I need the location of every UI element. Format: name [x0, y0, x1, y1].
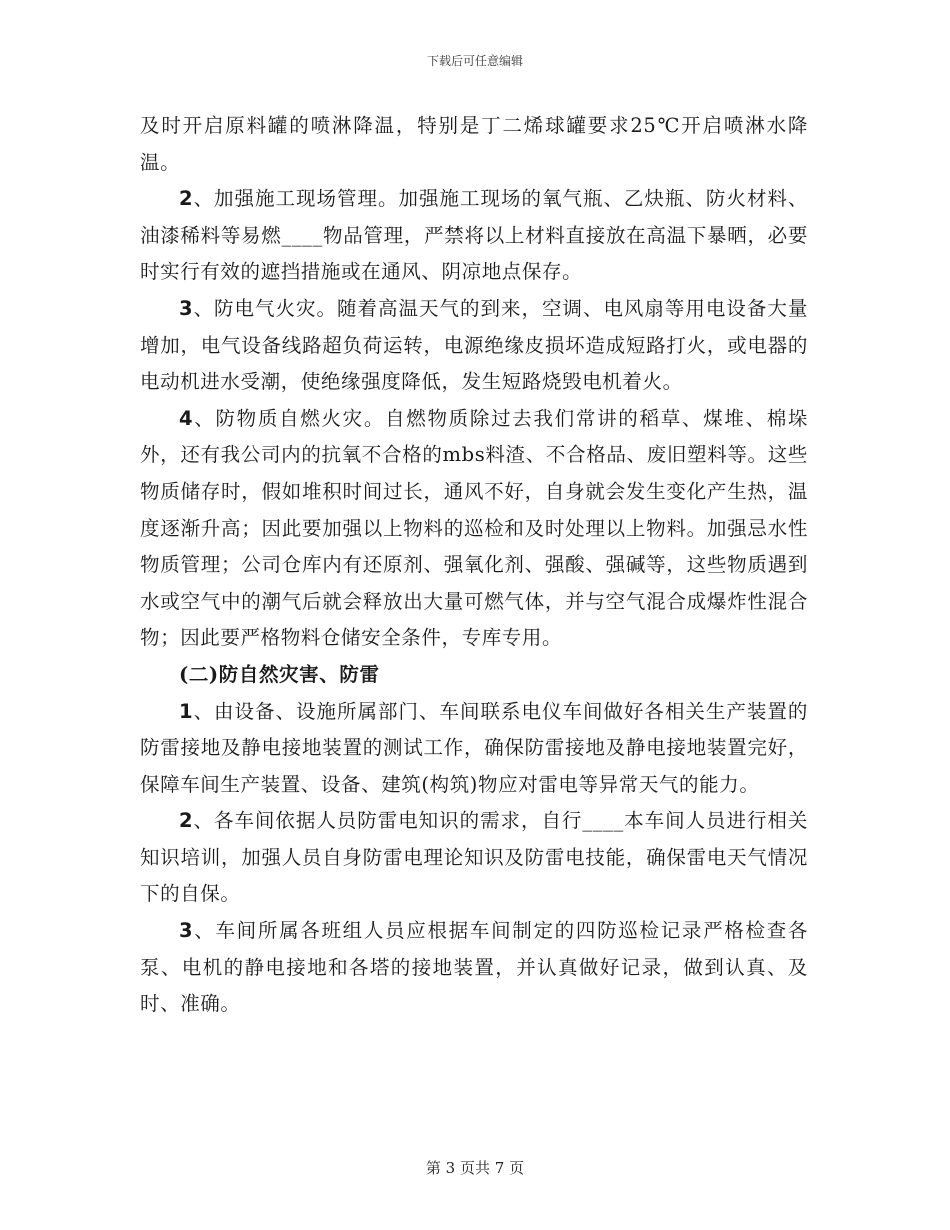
page-footer: 第 3 页共 7 页	[425, 1159, 525, 1177]
section-heading	[140, 657, 808, 694]
item-number: 2	[179, 809, 194, 833]
page-header: 下载后可任意编辑	[426, 54, 523, 68]
paragraph-item-2b	[140, 803, 808, 913]
paragraph-text: 、各车间依据人员防雷电知识的需求，自行____本车间人员进行相关知识培训，加强人员自身防雷电理论知识及防雷电技能，确保雷电天气情况下的自保。	[140, 809, 808, 906]
item-number: 1	[179, 699, 194, 723]
item-number: 2	[179, 187, 194, 211]
paragraph-item-3b	[140, 913, 808, 1023]
paragraph-text: 、车间所属各班组人员应根据车间制定的四防巡检记录严格检查各泵、电机的静电接地和各塔的接地装置，并认真做好记录，做到认真、及时、准确。	[140, 919, 808, 1016]
item-number: 3	[179, 296, 194, 320]
item-number: 3	[179, 919, 194, 943]
paragraph-text: 、由设备、设施所属部门、车间联系电仪车间做好各相关生产装置的防雷接地及静电接地装置的测试工作，确保防雷接地及静电接地装置完好，保障车间生产装置、设备、建筑(构筑)物应对雷电等异常天气的能力。	[140, 699, 808, 796]
paragraph-text: 、防物质自燃火灾。自燃物质除过去我们常讲的稻草、煤堆、棉垛外，还有我公司内的抗氧不合格的mbs料渣、不合格品、废旧塑料等。这些物质储存时，假如堆积时间过长，通风不好，自身就会发生变化产生热，温度逐渐升高；因此要加强以上物料的巡检和及时处理以上物料。加强忌水性物质管理；公司仓库内有还原剂、强氧化剂、强酸、强碱等，这些物质遇到水或空气中的潮气后就会释放出大量可燃气体，并与空气混合成爆炸性混合物；因此要严格物料仓储安全条件，专库专用。	[140, 406, 808, 650]
section-heading-text: (二)防自然灾害、防雷	[179, 662, 380, 686]
paragraph-item-1	[140, 694, 808, 804]
paragraph-text: 、加强施工现场管理。加强施工现场的氧气瓶、乙炔瓶、防火材料、油漆稀料等易燃____物品管理，严禁将以上材料直接放在高温下暴晒，必要时实行有效的遮挡措施或在通风、阴凉地点保存。	[140, 187, 808, 284]
paragraph-item-4	[140, 401, 808, 657]
paragraph-continued	[140, 108, 808, 181]
paragraph-item-2	[140, 181, 808, 291]
document-body	[140, 108, 808, 1023]
paragraph-text: 、防电气火灾。随着高温天气的到来，空调、电风扇等用电设备大量增加，电气设备线路超负荷运转，电源绝缘皮损坏造成短路打火，或电器的电动机进水受潮，使绝缘强度降低，发生短路烧毁电机着火。	[140, 296, 808, 394]
item-number: 4	[179, 406, 194, 430]
paragraph-item-3	[140, 291, 808, 401]
paragraph-text: 及时开启原料罐的喷淋降温，特别是丁二烯球罐要求25℃开启喷淋水降温。	[140, 114, 808, 174]
